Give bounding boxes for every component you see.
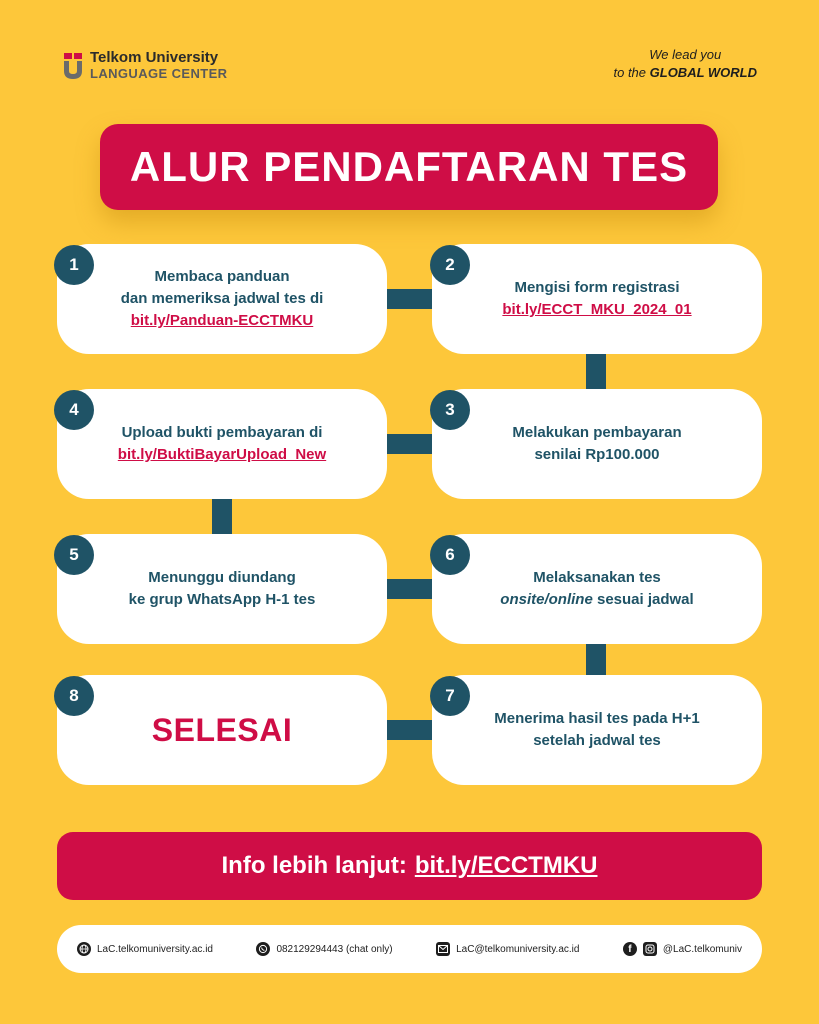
step-card-1 [57, 244, 387, 354]
footer-website[interactable] [77, 942, 213, 956]
panduan-link[interactable]: bit.ly/Panduan-ECCTMKU [130, 312, 314, 329]
contact-footer [57, 925, 762, 973]
connector-1-2 [385, 289, 435, 309]
tagline-line1: We lead you [649, 47, 722, 62]
step-card-6 [432, 534, 762, 644]
final-step-label: SELESAI [151, 712, 293, 748]
connector-3-4 [385, 434, 435, 454]
step-1-line1: Membaca panduan [154, 268, 290, 285]
info-banner [57, 832, 762, 900]
tagline-bold: GLOBAL WORLD [649, 65, 757, 80]
registration-link[interactable]: bit.ly/ECCT_MKU_2024_01 [502, 301, 692, 318]
step-6-onsite: onsite [500, 591, 545, 608]
step-badge-6: 6 [430, 535, 470, 575]
footer-social[interactable] [623, 942, 742, 956]
telkom-logo [62, 50, 227, 81]
step-4-line1: Upload bukti pembayaran di [121, 424, 323, 441]
social-text: @LaC.telkomuniv [662, 943, 742, 955]
step-1-line2: dan memeriksa jadwal tes di [120, 290, 324, 307]
footer-email[interactable] [436, 942, 579, 956]
facebook-icon: f [623, 942, 637, 956]
instagram-icon [643, 942, 657, 956]
logo-mark-icon [62, 51, 84, 81]
step-3-line1: Melakukan pembayaran [512, 424, 682, 441]
step-5-line2: ke grup WhatsApp H-1 tes [128, 591, 316, 608]
email-icon [436, 942, 450, 956]
step-7-line2: setelah jadwal tes [533, 732, 661, 749]
step-6-rest: sesuai jadwal [592, 591, 694, 608]
step-card-3 [432, 389, 762, 499]
step-card-4 [57, 389, 387, 499]
step-card-8 [57, 675, 387, 785]
step-card-2 [432, 244, 762, 354]
step-badge-3: 3 [430, 390, 470, 430]
tagline [613, 46, 757, 82]
page-title-banner [100, 124, 718, 210]
brand-subtitle: LANGUAGE CENTER [90, 66, 228, 81]
step-card-5 [57, 534, 387, 644]
phone-text: 082129294443 (chat only) [276, 943, 393, 955]
step-card-7 [432, 675, 762, 785]
step-6-line1: Melaksanakan tes [533, 569, 661, 586]
step-3-line2: senilai Rp100.000 [534, 446, 660, 463]
step-6-online: online [548, 591, 593, 608]
info-label: Info lebih lanjut: [221, 852, 407, 879]
info-link[interactable]: bit.ly/ECCTMKU [414, 852, 598, 879]
step-6-line2 [500, 589, 693, 611]
step-badge-7: 7 [430, 676, 470, 716]
connector-5-6 [385, 579, 435, 599]
step-5-line1: Menunggu diundang [148, 569, 296, 586]
page-title: ALUR PENDAFTARAN TES [129, 143, 689, 190]
payment-upload-link[interactable]: bit.ly/BuktiBayarUpload_New [117, 446, 327, 463]
whatsapp-icon [256, 942, 270, 956]
connector-2-3 [586, 354, 606, 390]
tagline-prefix: to the [613, 65, 647, 80]
step-badge-2: 2 [430, 245, 470, 285]
connector-7-8 [385, 720, 435, 740]
connector-4-5 [212, 499, 232, 535]
connector-6-7 [586, 644, 606, 676]
website-text: LaC.telkomuniversity.ac.id [97, 943, 213, 955]
step-7-line1: Menerima hasil tes pada H+1 [494, 710, 700, 727]
brand-name: Telkom University [90, 49, 219, 66]
step-badge-1: 1 [54, 245, 94, 285]
footer-phone[interactable] [256, 942, 392, 956]
globe-icon [77, 942, 91, 956]
step-2-line1: Mengisi form registrasi [514, 279, 680, 296]
step-badge-4: 4 [54, 390, 94, 430]
step-6-sep: / [544, 591, 549, 608]
step-badge-5: 5 [54, 535, 94, 575]
email-text: LaC@telkomuniversity.ac.id [456, 943, 580, 955]
step-badge-8: 8 [54, 676, 94, 716]
